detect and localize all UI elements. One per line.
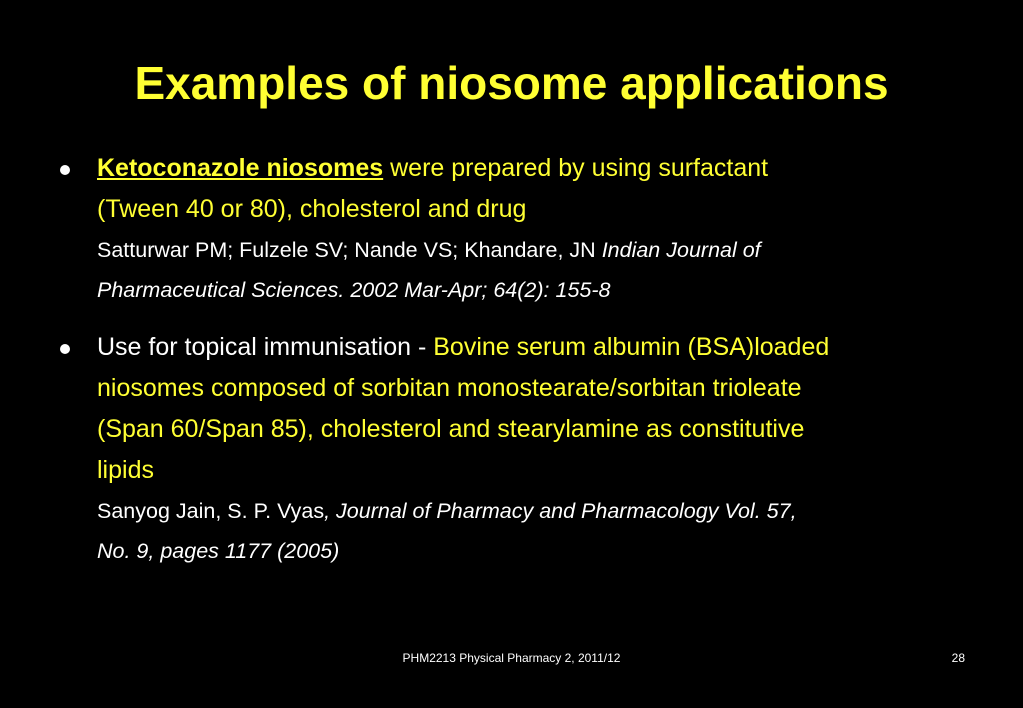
bullet-marker-1 <box>60 165 70 175</box>
bullet-2 <box>97 327 977 571</box>
bullet-2-reference-line-2: No. 9, pages 1177 (2005) <box>97 539 340 563</box>
bullet-1 <box>97 148 977 310</box>
footer-course: PHM2213 Physical Pharmacy 2, 2011/12 <box>402 651 621 665</box>
page-number: 28 <box>951 651 965 665</box>
bullet-2-line-3: (Span 60/Span 85), cholesterol and stearylamine as constitutive <box>97 415 805 443</box>
bullet-1-line-1 <box>97 148 977 189</box>
bullet-2-line-1 <box>97 327 977 368</box>
slide-title: Examples of niosome applications <box>134 57 889 109</box>
ketoconazole-keyword: Ketoconazole niosomes <box>97 154 384 182</box>
bullet-2-line-4: lipids <box>97 456 154 484</box>
reference-1-authors: Satturwar PM; Fulzele SV; Nande VS; Khandare, JN <box>97 238 602 262</box>
bullet-2-line-2: niosomes composed of sorbitan monostearate/sorbitan trioleate <box>97 374 802 402</box>
bullet-1-reference-line-1 <box>97 230 977 270</box>
bullet-1-text: were prepared by using surfactant <box>383 154 769 182</box>
reference-1-journal: Indian Journal of <box>601 238 761 262</box>
bullet-2-intro: Use for topical immunisation - <box>97 333 434 361</box>
bullet-marker-2 <box>60 344 70 354</box>
bullet-1-line-2: (Tween 40 or 80), cholesterol and drug <box>97 195 527 223</box>
reference-2-authors: Sanyog Jain, S. P. Vyas <box>97 499 325 523</box>
bullet-2-reference-line-1 <box>97 491 977 531</box>
reference-2-journal: , Journal of Pharmacy and Pharmacology Vol. 57, <box>324 499 797 523</box>
bullet-1-reference-line-2: Pharmaceutical Sciences. 2002 Mar-Apr; 64(2): 155-8 <box>97 278 611 302</box>
bullet-2-highlight: Bovine serum albumin (BSA)loaded <box>433 333 830 361</box>
